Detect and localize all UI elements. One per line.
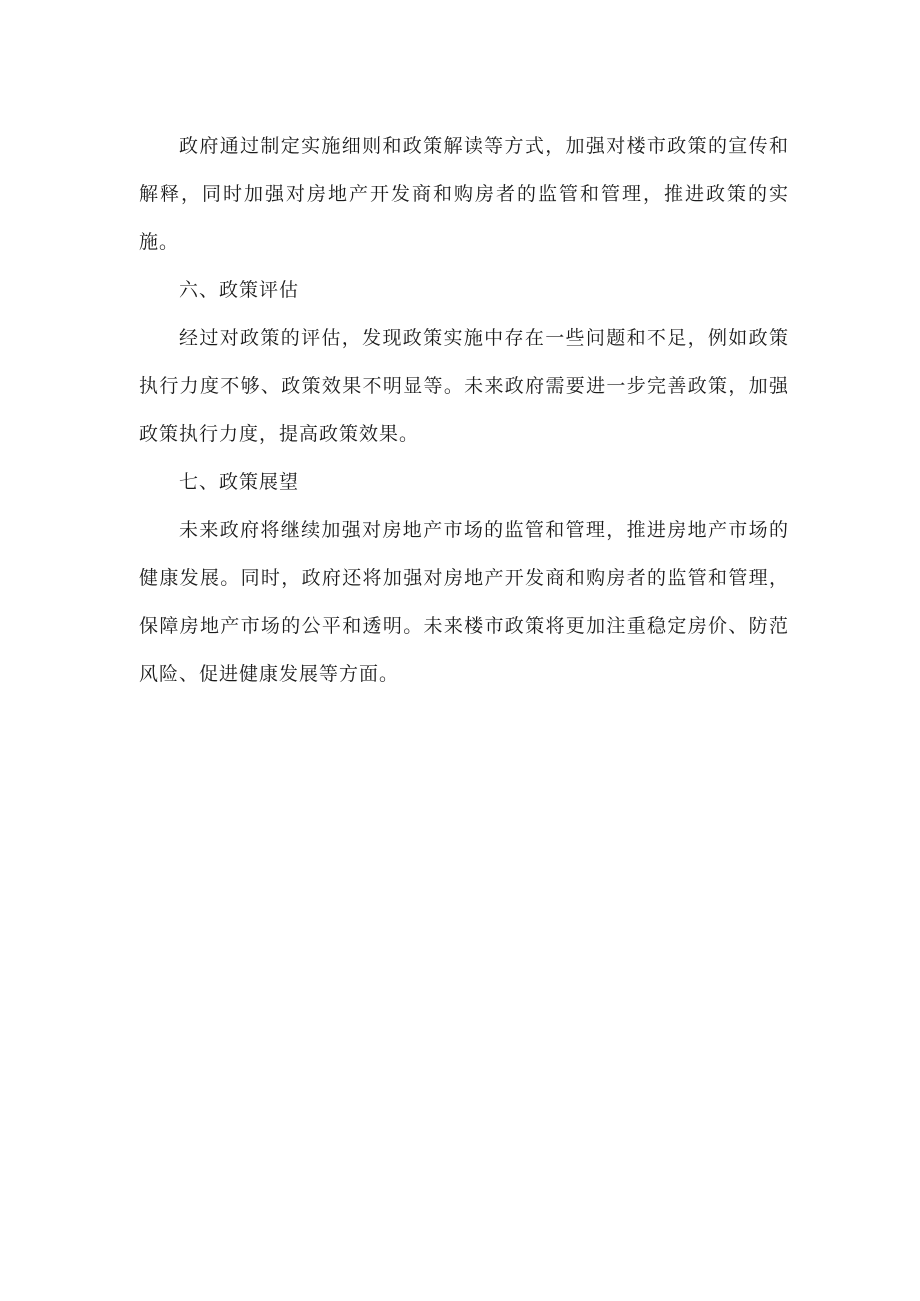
- paragraph-policy-outlook: 未来政府将继续加强对房地产市场的监管和管理，推进房地产市场的健康发展。同时，政府还将加强对房地产开发商和购房者的监管和管理，保障房地产市场的公平和透明。未来楼市政策将更加注重稳定房价、防范风险、促进健康发展等方面。: [139, 519, 789, 685]
- document-body: [139, 122, 789, 698]
- paragraph-policy-evaluation: 经过对政策的评估，发现政策实施中存在一些问题和不足，例如政策执行力度不够、政策效果不明显等。未来政府需要进一步完善政策，加强政策执行力度，提高政策效果。: [139, 327, 789, 445]
- section-heading-outlook: 七、政策展望: [179, 471, 300, 493]
- section-heading-evaluation: 六、政策评估: [179, 279, 300, 301]
- paragraph-policy-implementation: 政府通过制定实施细则和政策解读等方式，加强对楼市政策的宣传和解释，同时加强对房地产开发商和购房者的监管和管理，推进政策的实施。: [139, 135, 789, 253]
